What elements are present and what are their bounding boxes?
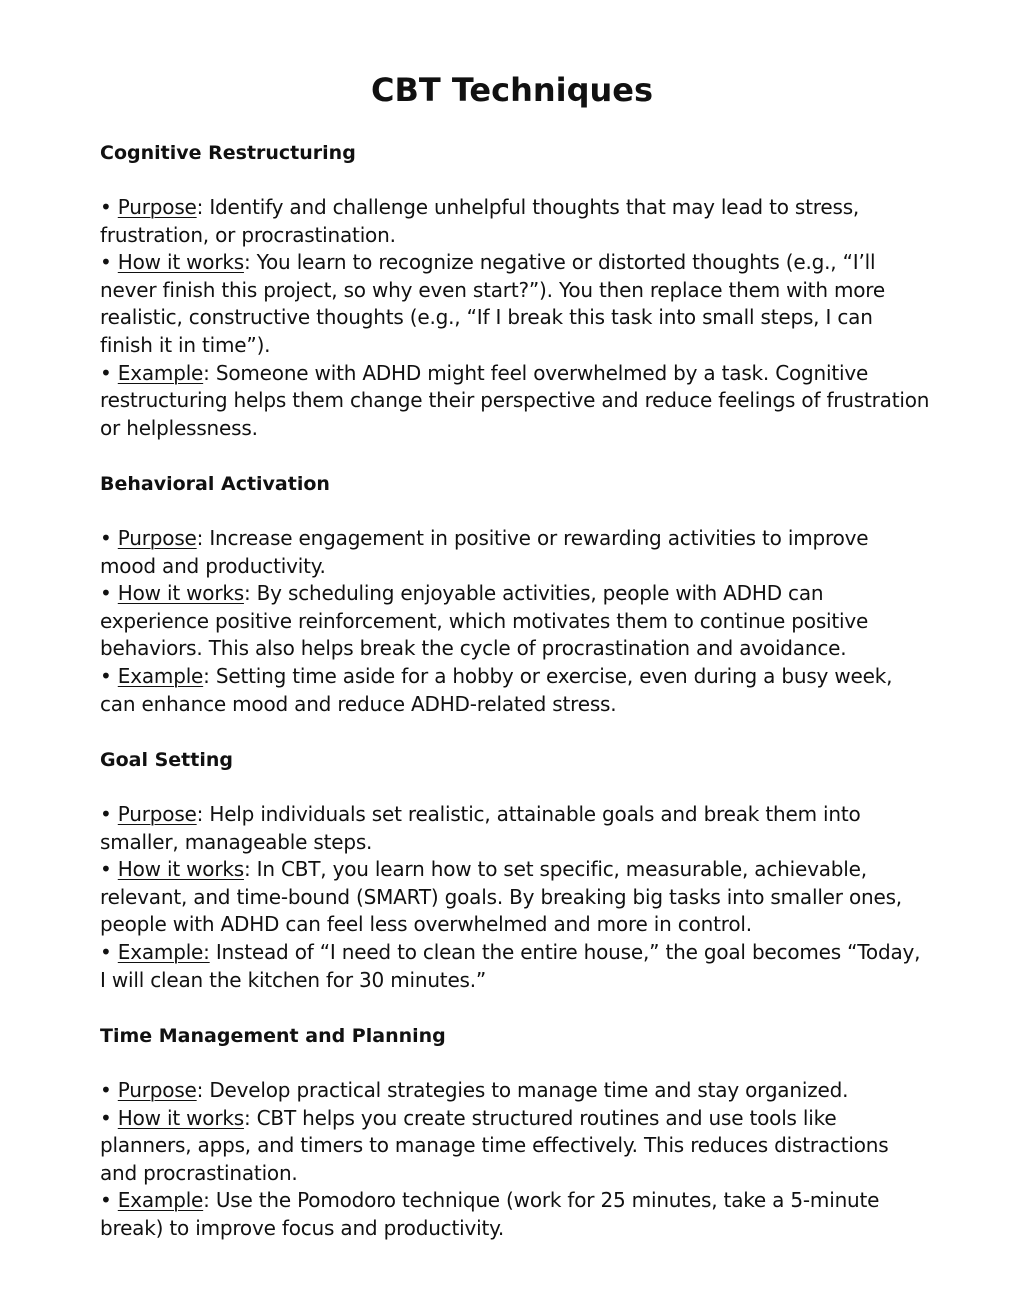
list-item [100,1077,930,1105]
list-item [100,1187,930,1242]
bullet: • [100,250,112,275]
item-label: Example [117,663,204,688]
section-items [100,194,930,442]
item-text: Someone with ADHD might feel overwhelmed by a task. Cognitive restructuring helps them change their perspective and reduce feelings of frustration or helplessness. [100,360,930,440]
section-behavioral-activation [100,470,930,718]
list-item [100,939,930,994]
item-text: Identify and challenge unhelpful thoughts that may lead to stress, frustration, or procrastination. [100,195,860,247]
bullet: • [100,360,112,385]
item-text: Increase engagement in positive or rewarding activities to improve mood and productivity. [100,526,869,578]
item-label: How it works [117,250,244,275]
item-text: Help individuals set realistic, attainable goals and break them into smaller, manageable steps. [100,802,861,854]
list-item [100,801,930,856]
item-label: Purpose [117,195,197,219]
item-label: Example [117,1188,204,1213]
section-heading: Time Management and Planning [100,1025,446,1047]
item-label: Purpose [117,802,197,826]
item-label-sep: : [203,360,210,385]
section-items [100,1077,930,1243]
bullet: • [100,857,112,882]
item-label-sep: : [196,195,204,219]
section-items [100,525,930,718]
item-label-sep: : [196,1078,204,1102]
list-item [100,1105,930,1188]
bullet: • [100,581,112,606]
section-heading: Cognitive Restructuring [100,142,356,164]
bullet: • [100,1105,112,1130]
section-time-management [100,1022,930,1243]
item-text: Instead of “I need to clean the entire house,” the goal becomes “Today, I will clean the kitchen for 30 minutes.” [100,939,921,992]
bullet: • [100,526,112,550]
bullet: • [100,1078,112,1102]
item-label: Example [117,360,204,385]
item-text: Use the Pomodoro technique (work for 25 minutes, take a 5-minute break) to improve focus and productivity. [100,1188,880,1240]
list-item [100,194,930,249]
item-text: By scheduling enjoyable activities, people with ADHD can experience positive reinforcement, which motivates them to continue positive behaviors. This also helps break the cycle of procrastination and avoidance. [100,581,869,661]
section-items [100,801,930,994]
item-label: How it works [117,581,244,606]
item-label-sep: : [243,250,251,275]
item-text: Setting time aside for a hobby or exercise, even during a busy week, can enhance mood and reduce ADHD-related stress. [100,663,893,716]
list-item [100,525,930,580]
item-label-sep: : [243,581,251,606]
list-item [100,580,930,663]
bullet: • [100,802,112,826]
item-text: Develop practical strategies to manage time and stay organized. [203,1078,849,1102]
item-label: Example: [117,939,210,964]
item-label-sep: : [243,1105,251,1130]
item-label: How it works [117,857,244,882]
bullet: • [100,1188,112,1213]
item-label-sep: : [243,857,251,882]
section-goal-setting [100,746,930,994]
item-label: How it works [117,1105,244,1130]
bullet: • [100,663,112,688]
page-title: CBT Techniques [370,71,654,109]
item-label-sep: : [196,526,204,550]
item-text: In CBT, you learn how to set specific, measurable, achievable, relevant, and time-bound (SMART) goals. By breaking big tasks into smaller ones, people with ADHD can feel less overwhelmed and more in control. [100,857,902,937]
item-label: Purpose [117,526,197,550]
list-item [100,663,930,718]
item-label-sep: : [203,1188,210,1213]
list-item [100,249,930,359]
section-heading: Behavioral Activation [100,473,330,495]
item-label-sep: : [203,663,210,688]
bullet: • [100,195,112,219]
list-item [100,856,930,939]
section-heading: Goal Setting [100,749,233,771]
item-text: You learn to recognize negative or distorted thoughts (e.g., “I’ll never finish this project, so why even start?”). You then replace them with more realistic, constructive thoughts (e.g., “If I break this task into small steps, I can finish it in time”). [100,250,885,357]
list-item [100,360,930,443]
section-cognitive-restructuring [100,139,930,442]
item-text: CBT helps you create structured routines and use tools like planners, apps, and timers to manage time effectively. This reduces distractions and procrastination. [100,1105,889,1185]
item-label-sep: : [196,802,204,826]
bullet: • [100,939,112,964]
item-label: Purpose [117,1078,197,1102]
